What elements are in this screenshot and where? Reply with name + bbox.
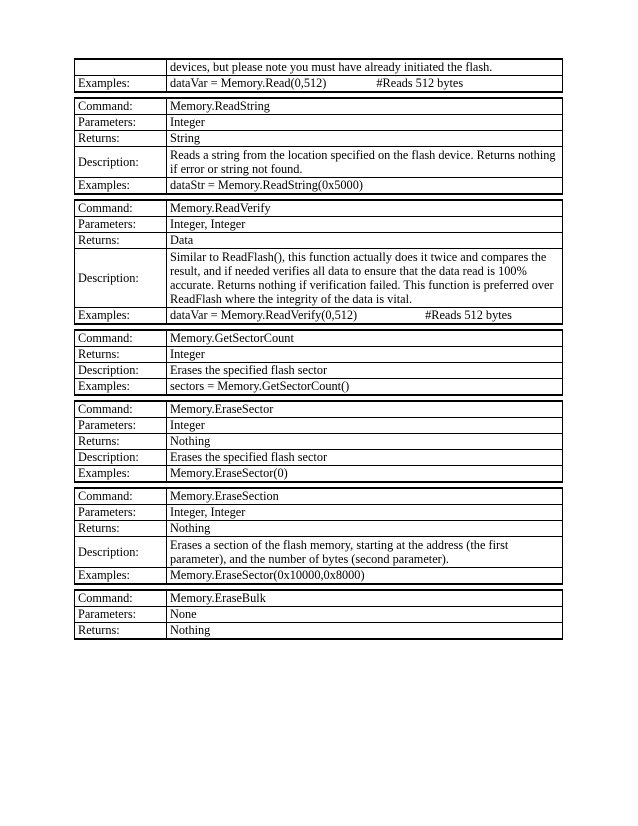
- label-returns: Returns:: [75, 131, 167, 147]
- command-value: Memory.EraseBulk: [167, 590, 563, 607]
- table-row: [75, 363, 563, 379]
- table-row: [75, 505, 563, 521]
- table-row: [75, 76, 563, 93]
- label-examples: Examples:: [75, 178, 167, 195]
- label-examples: Examples:: [75, 379, 167, 396]
- table-row: [75, 308, 563, 325]
- returns-value: Nothing: [167, 521, 563, 537]
- example-code: dataVar = Memory.Read(0,512): [170, 76, 327, 90]
- table-row: [75, 147, 563, 178]
- label-examples: Examples:: [75, 76, 167, 93]
- description-value: Similar to ReadFlash(), this function actually does it twice and compares the result, and if needed verifies all data to ensure that the data read is 100% accurate. Returns nothing if verification failed. This function is preferred over ReadFlash where the integrity of the data is vital.: [167, 249, 563, 308]
- table-row: [75, 200, 563, 217]
- parameters-value: Integer: [167, 418, 563, 434]
- table-row: [75, 249, 563, 308]
- table-memory-getsectorcount: [74, 329, 563, 396]
- label-parameters: Parameters:: [75, 115, 167, 131]
- label-parameters: Parameters:: [75, 505, 167, 521]
- table-row: [75, 59, 563, 76]
- label-returns: Returns:: [75, 521, 167, 537]
- label-description: Description:: [75, 249, 167, 308]
- returns-value: Integer: [167, 347, 563, 363]
- table-row: [75, 418, 563, 434]
- table-row: [75, 98, 563, 115]
- example-code: Memory.EraseSector(0x10000,0x8000): [167, 568, 563, 585]
- table-row: [75, 434, 563, 450]
- table-row: [75, 330, 563, 347]
- label-examples: Examples:: [75, 568, 167, 585]
- table-row: [75, 347, 563, 363]
- table-row: [75, 115, 563, 131]
- description-value: Erases the specified flash sector: [167, 363, 563, 379]
- table-row: [75, 217, 563, 233]
- table-row: [75, 466, 563, 483]
- table-memory-erasebulk: [74, 589, 563, 640]
- label-command: Command:: [75, 98, 167, 115]
- table-row: [75, 607, 563, 623]
- table-memory-readstring: [74, 97, 563, 195]
- returns-value: String: [167, 131, 563, 147]
- command-value: Memory.ReadString: [167, 98, 563, 115]
- example-cell: [167, 76, 563, 93]
- label-parameters: Parameters:: [75, 418, 167, 434]
- label-command: Command:: [75, 488, 167, 505]
- label-returns: Returns:: [75, 623, 167, 640]
- returns-value: Nothing: [167, 434, 563, 450]
- returns-value: Nothing: [167, 623, 563, 640]
- description-value: Erases the specified flash sector: [167, 450, 563, 466]
- example-comment: #Reads 512 bytes: [376, 76, 464, 90]
- label-cell-empty: [75, 59, 167, 76]
- table-memory-readverify: [74, 199, 563, 325]
- description-value: Reads a string from the location specified on the flash device. Returns nothing if error or string not found.: [167, 147, 563, 178]
- label-examples: Examples:: [75, 308, 167, 325]
- description-tail: devices, but please note you must have already initiated the flash.: [167, 59, 563, 76]
- command-value: Memory.ReadVerify: [167, 200, 563, 217]
- example-code: Memory.EraseSector(0): [167, 466, 563, 483]
- table-row: [75, 537, 563, 568]
- label-description: Description:: [75, 363, 167, 379]
- example-cell: [167, 308, 563, 325]
- parameters-value: Integer: [167, 115, 563, 131]
- label-returns: Returns:: [75, 347, 167, 363]
- label-command: Command:: [75, 330, 167, 347]
- example-code: dataVar = Memory.ReadVerify(0,512): [170, 308, 358, 322]
- label-description: Description:: [75, 450, 167, 466]
- command-value: Memory.EraseSection: [167, 488, 563, 505]
- table-row: [75, 488, 563, 505]
- table-row: [75, 623, 563, 640]
- table-row: [75, 590, 563, 607]
- parameters-value: Integer, Integer: [167, 505, 563, 521]
- table-memory-read-continued: [74, 58, 563, 93]
- label-examples: Examples:: [75, 466, 167, 483]
- document-page: [74, 58, 562, 640]
- table-row: [75, 401, 563, 418]
- table-row: [75, 521, 563, 537]
- label-description: Description:: [75, 537, 167, 568]
- command-value: Memory.EraseSector: [167, 401, 563, 418]
- table-row: [75, 379, 563, 396]
- table-memory-erasesection: [74, 487, 563, 585]
- label-command: Command:: [75, 401, 167, 418]
- table-memory-erasesector: [74, 400, 563, 483]
- description-value: Erases a section of the flash memory, starting at the address (the first parameter), and the number of bytes (second parameter).: [167, 537, 563, 568]
- example-comment: #Reads 512 bytes: [425, 308, 512, 322]
- label-returns: Returns:: [75, 233, 167, 249]
- label-parameters: Parameters:: [75, 217, 167, 233]
- label-returns: Returns:: [75, 434, 167, 450]
- label-command: Command:: [75, 200, 167, 217]
- table-row: [75, 131, 563, 147]
- table-row: [75, 233, 563, 249]
- table-row: [75, 178, 563, 195]
- parameters-value: Integer, Integer: [167, 217, 563, 233]
- example-code: sectors = Memory.GetSectorCount(): [167, 379, 563, 396]
- example-code: dataStr = Memory.ReadString(0x5000): [167, 178, 563, 195]
- label-parameters: Parameters:: [75, 607, 167, 623]
- label-description: Description:: [75, 147, 167, 178]
- command-value: Memory.GetSectorCount: [167, 330, 563, 347]
- returns-value: Data: [167, 233, 563, 249]
- table-row: [75, 450, 563, 466]
- parameters-value: None: [167, 607, 563, 623]
- label-command: Command:: [75, 590, 167, 607]
- table-row: [75, 568, 563, 585]
